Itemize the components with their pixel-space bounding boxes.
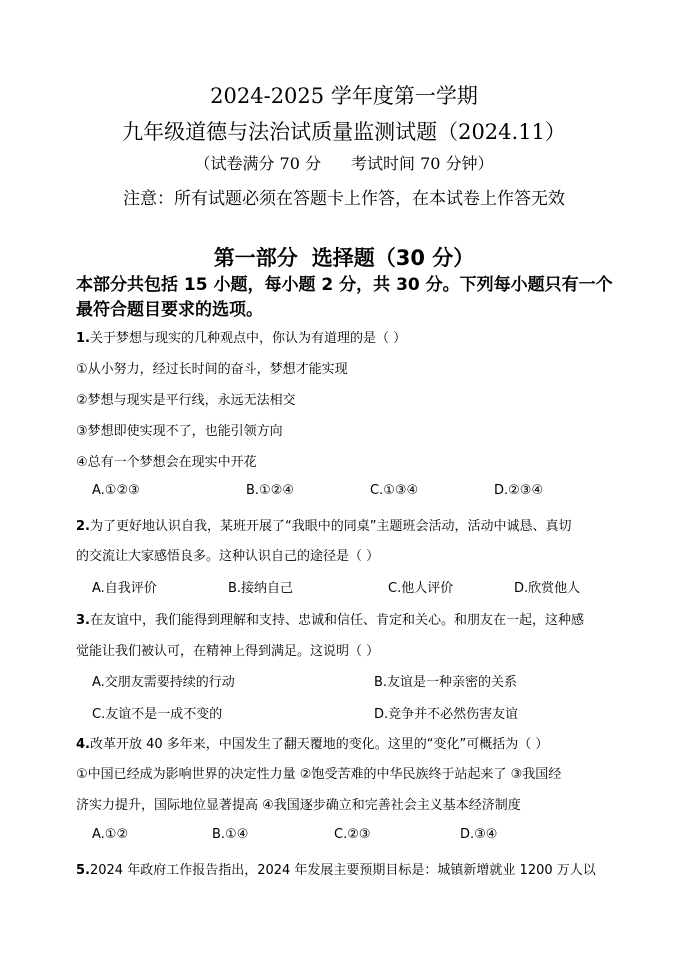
score-info: （试卷满分 70 分 xyxy=(194,154,321,173)
question-2-option-b: B.接纳自己 xyxy=(228,581,294,596)
question-1-item-2: ②梦想与现实是平行线，永远无法相交 xyxy=(76,393,296,408)
question-text: 在友谊中，我们能得到理解和支持、忠诚和信任、肯定和关心。和朋友在一起，这种感 xyxy=(89,613,584,628)
exam-score-time-info xyxy=(0,151,688,174)
question-4-stem-line3: 济实力提升，国际地位显著提高 ④我国逐步确立和完善社会主义基本经济制度 xyxy=(76,798,521,813)
question-number: 5. xyxy=(76,863,90,878)
question-4-option-d: D.③④ xyxy=(460,827,498,842)
question-text: 关于梦想与现实的几种观点中，你认为有道理的是（ ） xyxy=(89,331,407,346)
question-1-option-b: B.①②④ xyxy=(246,483,295,498)
section-title xyxy=(0,242,688,272)
question-number: 3. xyxy=(76,613,90,628)
time-info: 考试时间 70 分钟） xyxy=(351,154,494,173)
question-2-option-c: C.他人评价 xyxy=(388,581,454,596)
question-3-stem-line1 xyxy=(76,609,584,628)
question-text: 为了更好地认识自我，某班开展了“我眼中的同桌”主题班会活动，活动中诚恳、真切 xyxy=(89,519,572,534)
question-3-option-d: D.竞争并不必然伤害友谊 xyxy=(374,707,519,722)
question-1-option-a: A.①②③ xyxy=(92,483,140,498)
section-part: 第一部分 xyxy=(213,246,298,270)
section-intro: 本部分共包括 15 小题，每小题 2 分，共 30 分。下列每小题只有一个最符合题目要求的选项。 xyxy=(76,275,613,320)
question-4-stem-line2: ①中国已经成为影响世界的决定性力量 ②饱受苦难的中华民族终于站起来了 ③我国经 xyxy=(76,767,562,782)
question-1-option-d: D.②③④ xyxy=(494,483,544,498)
question-3-option-c: C.友谊不是一成不变的 xyxy=(92,707,223,722)
question-3-option-a: A.交朋友需要持续的行动 xyxy=(92,675,235,690)
exam-title-line1: 2024-2025 学年度第一学期 xyxy=(210,84,478,108)
question-number: 2. xyxy=(76,519,90,534)
exam-notice: 注意：所有试题必须在答题卡上作答，在本试卷上作答无效 xyxy=(123,189,565,209)
question-number: 1. xyxy=(76,331,90,346)
question-4-option-b: B.①④ xyxy=(212,827,249,842)
question-text: 2024 年政府工作报告指出，2024 年发展主要预期目标是：城镇新增就业 1200 万人以 xyxy=(89,863,596,878)
question-1-item-3: ③梦想即使实现不了，也能引领方向 xyxy=(76,424,283,439)
section-name: 选择题（30 分） xyxy=(311,246,475,270)
question-5-stem-line1 xyxy=(76,859,596,878)
question-1-stem xyxy=(76,327,406,346)
question-1-item-1: ①从小努力，经过长时间的奋斗，梦想才能实现 xyxy=(76,362,348,377)
question-2-stem-line2: 的交流让大家感悟良多。这种认识自己的途径是（ ） xyxy=(76,549,380,564)
question-3-option-b: B.友谊是一种亲密的关系 xyxy=(374,675,518,690)
question-3-stem-line2: 觉能让我们被认可，在精神上得到满足。这说明（ ） xyxy=(76,644,380,659)
exam-title-line2: 九年级道德与法治试质量监测试题（2024.11） xyxy=(122,120,566,144)
question-2-option-d: D.欣赏他人 xyxy=(514,581,581,596)
question-text: 改革开放 40 多年来，中国发生了翻天覆地的变化。这里的“变化”可概括为（ ） xyxy=(89,737,549,752)
question-4-stem-line1 xyxy=(76,733,548,752)
question-4-option-c: C.②③ xyxy=(334,827,371,842)
question-2-stem-line1 xyxy=(76,515,571,534)
question-4-option-a: A.①② xyxy=(92,827,129,842)
question-2-option-a: A.自我评价 xyxy=(92,581,157,596)
question-1-option-c: C.①③④ xyxy=(370,483,419,498)
question-number: 4. xyxy=(76,737,90,752)
question-1-item-4: ④总有一个梦想会在现实中开花 xyxy=(76,455,257,470)
